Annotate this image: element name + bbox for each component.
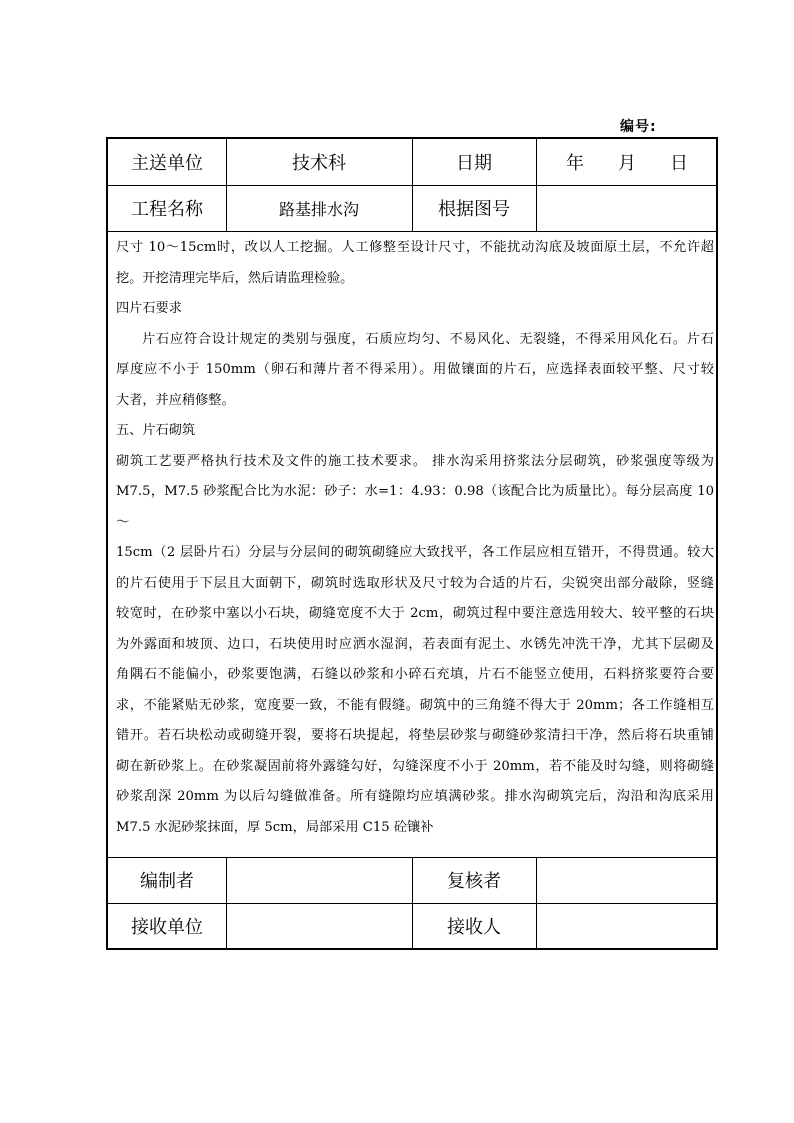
author-value xyxy=(226,857,412,903)
sender-unit-label: 主送单位 xyxy=(131,153,203,174)
content-line: M7.5 水泥砂浆抹面，厚 5cm，局部采用 C15 砼镶补 xyxy=(116,819,434,835)
date-month: 月 xyxy=(618,153,636,174)
reviewer-label: 复核者 xyxy=(447,871,501,892)
content-line: 片石应符合设计规定的类别与强度，石质应均匀、不易风化、无裂缝，不得采用风化石。片石 xyxy=(142,331,714,347)
section-title-5: 五、片石砌筑 xyxy=(116,423,196,438)
sender-unit-value: 技术科 xyxy=(292,153,346,174)
content-line: 错开。若石块松动或砌缝开裂，要将石块提起，将垫层砂浆与砌缝砂浆清扫干净，然后将石块重铺 xyxy=(116,728,714,743)
content-line: 求，不能紧贴无砂浆，宽度要一致，不能有假缝。砌筑中的三角缝不得大于 20mm；各工作缝相互 xyxy=(116,697,714,713)
project-name-label: 工程名称 xyxy=(131,199,203,220)
content-line: 砂浆刮深 20mm 为以后勾缝做准备。所有缝隙均应填满砂浆。排水沟砌筑完后，沟沿和沟底采用 xyxy=(116,789,714,804)
section-title-4: 四片石要求 xyxy=(116,301,182,316)
drawing-number-label: 根据图号 xyxy=(438,199,510,220)
content-line: 角隅石不能偏小，砂浆要饱满，石缝以砂浆和小碎石充填，片石不能竖立使用，石料挤浆要符合要 xyxy=(116,667,714,682)
date-value xyxy=(536,139,718,185)
receiver-unit-label: 接收单位 xyxy=(131,916,203,938)
date-year: 年 xyxy=(566,153,584,174)
drawing-number-value xyxy=(536,185,718,231)
content-line: 的片石使用于下层且大面朝下，砌筑时选取形状及尺寸较为合适的片石，尖锐突出部分敲除，竖缝 xyxy=(116,575,714,591)
reviewer-value xyxy=(536,857,718,903)
content-line: 挖。开挖清理完毕后，然后请监理检验。 xyxy=(116,270,354,286)
content-line: 尺寸 10～15cm时，改以人工挖掘。人工修整至设计尺寸，不能扰动沟底及坡面原土层，不允许超 xyxy=(116,240,714,255)
receiver-unit-value xyxy=(226,903,412,948)
project-name-value: 路基排水沟 xyxy=(278,199,359,219)
content-line: 砌筑工艺要严格执行技术及文件的施工技术要求。 排水沟采用挤浆法分层砌筑，砂浆强度等级为 xyxy=(116,453,714,469)
date-day: 日 xyxy=(670,153,688,174)
technical-briefing-form xyxy=(106,137,718,950)
content-line: 厚度应不小于 150mm（卵石和薄片者不得采用）。用做镶面的片石，应选择表面较平整、尺寸较 xyxy=(116,362,714,377)
date-label: 日期 xyxy=(456,153,492,174)
author-label: 编制者 xyxy=(140,871,194,892)
content-line: M7.5，M7.5 砂浆配合比为水泥：砂子：水=1：4.93：0.98（该配合比为质量比）。每分层高度 10～ xyxy=(116,484,714,530)
briefing-content xyxy=(116,233,714,843)
content-line: 较宽时，在砂浆中塞以小石块，砌缝宽度不大于 2cm，砌筑过程中要注意选用较大、较平整的石块 xyxy=(116,606,714,621)
row-divider xyxy=(108,231,716,232)
document-number-label: 编号: xyxy=(620,119,657,135)
content-line: 为外露面和坡顶、边口，石块使用时应洒水湿润，若表面有泥土、水锈先冲洗干净，尤其下层砌及 xyxy=(116,636,714,652)
receiver-value xyxy=(536,903,718,948)
content-line: 大者，并应稍修整。 xyxy=(116,392,235,408)
content-line: 砌在新砂浆上。在砂浆凝固前将外露缝勾好，勾缝深度不小于 20mm，若不能及时勾缝，则将砌缝 xyxy=(116,758,714,774)
content-line: 15cm（2 层卧片石）分层与分层间的砌筑砌缝应大致找平，各工作层应相互错开，不得贯通。较大 xyxy=(116,545,714,560)
receiver-label: 接收人 xyxy=(447,916,501,938)
